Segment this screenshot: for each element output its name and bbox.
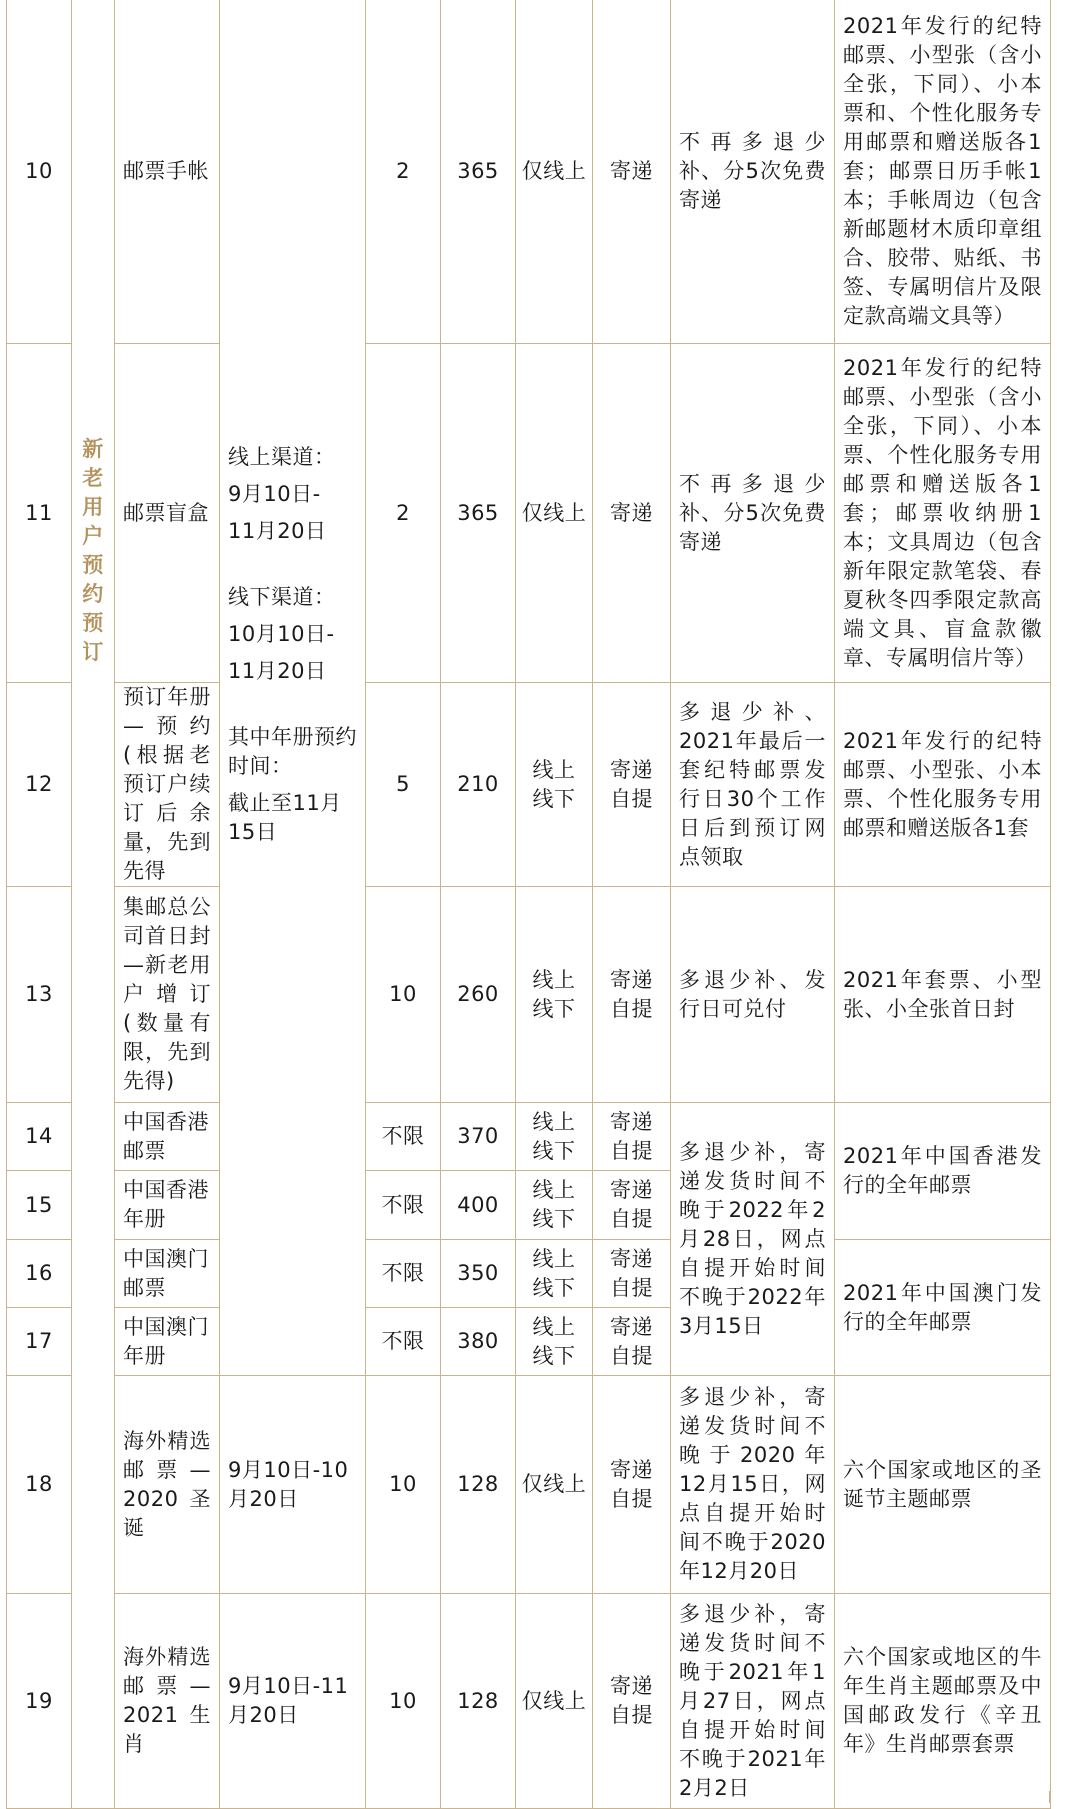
table-row	[7, 1103, 1051, 1171]
delivery-method: 寄递自提	[593, 1171, 671, 1240]
price: 400	[441, 1171, 516, 1240]
price: 365	[441, 0, 516, 344]
price: 260	[441, 887, 516, 1103]
table-row	[7, 887, 1051, 1103]
delivery-method: 寄递自提	[593, 1103, 671, 1171]
row-number: 14	[7, 1103, 72, 1171]
price: 210	[441, 683, 516, 887]
row-number: 10	[7, 0, 72, 344]
row-number: 11	[7, 344, 72, 683]
quantity: 不限	[366, 1171, 441, 1240]
delivery-method: 寄递	[593, 0, 671, 344]
note: 多退少补，寄递发货时间不晚于2021年1月27日，网点自提开始时间不晚于2021年2月2日	[671, 1594, 835, 1809]
channel: 仅线上	[516, 344, 593, 683]
note: 不再多退少补、分5次免费寄递	[671, 344, 835, 683]
delivery-method: 寄递自提	[593, 683, 671, 887]
row-number: 12	[7, 683, 72, 887]
product-name: 中国澳门邮票	[115, 1240, 220, 1308]
product-name: 中国香港邮票	[115, 1103, 220, 1171]
product-name: 预订年册—预约(根据老预订户续订后余量，先到先得	[115, 683, 220, 887]
content-macao: 2021年中国澳门发行的全年邮票	[835, 1240, 1051, 1376]
subscription-table	[6, 0, 1051, 1809]
quantity: 2	[366, 344, 441, 683]
row-number: 15	[7, 1171, 72, 1240]
note: 不再多退少补、分5次免费寄递	[671, 0, 835, 344]
delivery-method: 寄递自提	[593, 1308, 671, 1376]
note: 多退少补、发行日可兑付	[671, 887, 835, 1103]
product-name: 集邮总公司首日封—新老用户增订(数量有限，先到先得)	[115, 887, 220, 1103]
content: 2021年发行的纪特邮票、小型张、小本票、个性化服务专用邮票和赠送版各1套	[835, 683, 1051, 887]
delivery-method: 寄递自提	[593, 887, 671, 1103]
table-row	[7, 344, 1051, 683]
shared-note: 多退少补，寄递发货时间不晚于2022年2月28日，网点自提开始时间不晚于2022年3月15日	[671, 1103, 835, 1376]
delivery-method: 寄递	[593, 344, 671, 683]
quantity: 2	[366, 0, 441, 344]
booking-period: 9月10日-11月20日	[220, 1594, 366, 1809]
product-name: 邮票手帐	[115, 0, 220, 344]
quantity: 10	[366, 1376, 441, 1594]
table-row	[7, 1240, 1051, 1308]
quantity: 不限	[366, 1240, 441, 1308]
product-name: 海外精选邮票—2021生肖	[115, 1594, 220, 1809]
table-row	[7, 0, 1051, 344]
price: 128	[441, 1594, 516, 1809]
table-row	[7, 683, 1051, 887]
table-continuation-left	[6, 1791, 7, 1803]
price: 380	[441, 1308, 516, 1376]
content: 2021年发行的纪特邮票、小型张（含小全张，下同）、小本票和、个性化服务专用邮票和赠送版各1套；邮票日历手帐1本；手帐周边（包含新邮题材木质印章组合、胶带、贴纸、书签、专属明信片及限定款高端文具等）	[835, 0, 1051, 344]
row-number: 13	[7, 887, 72, 1103]
delivery-method: 寄递自提	[593, 1240, 671, 1308]
booking-period: 线上渠道： 9月10日- 11月20日 线下渠道： 10月10日- 11月20日 其中年册预约时间： 截止至11月15日	[220, 0, 366, 1376]
quantity: 10	[366, 1594, 441, 1809]
product-name: 邮票盲盒	[115, 344, 220, 683]
quantity: 10	[366, 887, 441, 1103]
category-label: 新老用户预约预订	[82, 437, 104, 664]
price: 350	[441, 1240, 516, 1308]
product-name: 海外精选邮票—2020圣诞	[115, 1376, 220, 1594]
category-cell	[72, 0, 115, 1809]
price: 370	[441, 1103, 516, 1171]
content: 六个国家或地区的圣诞节主题邮票	[835, 1376, 1051, 1594]
content: 2021年套票、小型张、小全张首日封	[835, 887, 1051, 1103]
channel: 线上线下	[516, 1308, 593, 1376]
content: 2021年发行的纪特邮票、小型张（含小全张，下同）、小本票、个性化服务专用邮票和赠送版各1套；邮票收纳册1本；文具周边（包含新年限定款笔袋、春夏秋冬四季限定款高端文具、盲盒款徽章、专属明信片等）	[835, 344, 1051, 683]
channel: 线上线下	[516, 1240, 593, 1308]
price: 365	[441, 344, 516, 683]
channel: 仅线上	[516, 1594, 593, 1809]
table-row	[7, 1594, 1051, 1809]
quantity: 不限	[366, 1308, 441, 1376]
delivery-method: 寄递自提	[593, 1594, 671, 1809]
channel: 线上线下	[516, 887, 593, 1103]
delivery-method: 寄递自提	[593, 1376, 671, 1594]
content: 六个国家或地区的牛年生肖主题邮票及中国邮政发行《辛丑年》生肖邮票套票	[835, 1594, 1051, 1809]
channel: 线上线下	[516, 1103, 593, 1171]
product-name: 中国香港年册	[115, 1171, 220, 1240]
table-row	[7, 1376, 1051, 1594]
quantity: 5	[366, 683, 441, 887]
channel: 线上线下	[516, 1171, 593, 1240]
channel: 仅线上	[516, 0, 593, 344]
note: 多退少补，寄递发货时间不晚于2020年12月15日，网点自提开始时间不晚于2020年12月20日	[671, 1376, 835, 1594]
booking-period: 9月10日-10月20日	[220, 1376, 366, 1594]
note: 多退少补、2021年最后一套纪特邮票发行日30个工作日后到预订网点领取	[671, 683, 835, 887]
channel: 仅线上	[516, 1376, 593, 1594]
product-name: 中国澳门年册	[115, 1308, 220, 1376]
content-hong-kong: 2021年中国香港发行的全年邮票	[835, 1103, 1051, 1240]
table-continuation-right	[1049, 1791, 1050, 1803]
row-number: 18	[7, 1376, 72, 1594]
channel: 线上线下	[516, 683, 593, 887]
row-number: 19	[7, 1594, 72, 1809]
row-number: 16	[7, 1240, 72, 1308]
row-number: 17	[7, 1308, 72, 1376]
price: 128	[441, 1376, 516, 1594]
quantity: 不限	[366, 1103, 441, 1171]
